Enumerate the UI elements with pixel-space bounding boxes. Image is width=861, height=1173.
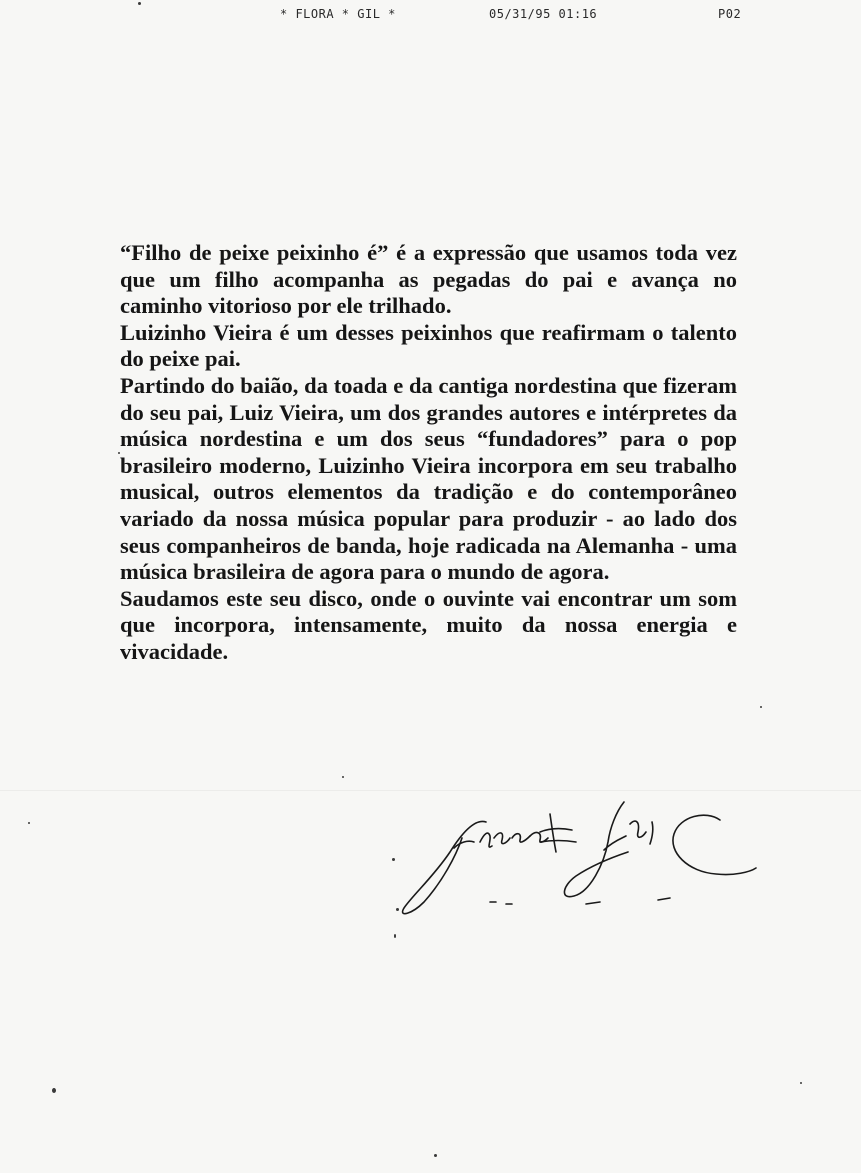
scan-speck [138,2,141,5]
scan-speck [394,934,396,938]
scan-speck [118,452,120,454]
fax-sender: * FLORA * GIL * [280,7,396,21]
fax-page-number: P02 [718,7,742,21]
letter-paragraph-3: Partindo do baião, da toada e da cantiga nordestina que fizeram do seu pai, Luiz Vieira, um dos grandes autores e intérpretes da música nordestina e um dos seus “fundadores” para o pop brasileiro moderno, Luizinho Vieira incorpora em seu trabalho musical, outros elementos da tradição e do contemporâneo variado da nossa música popular para produzir - ao lado dos seus companheiros de banda, hoje radicada na Alemanha - uma música brasileira de agora para o mundo de agora. [120,372,737,585]
scan-speck [434,1154,437,1157]
fax-datetime: 05/31/95 01:16 [489,7,598,21]
paper-fold-line [0,790,861,791]
letter-paragraph-2: Luizinho Vieira é um desses peixinhos que reafirmam o talento do peixe pai. [120,319,737,372]
letter-body [120,240,737,666]
scan-speck [342,776,344,778]
scan-speck [800,1082,802,1084]
scan-speck [52,1088,56,1093]
letter-paragraph-4: Saudamos este seu disco, onde o ouvinte vai encontrar um som que incorpora, intensamente, muito da nossa energia e vivacidade. [120,585,737,664]
letter-paragraph-1: “Filho de peixe peixinho é” é a expressão que usamos toda vez que um filho acompanha as pegadas do pai e avança no caminho vitorioso por ele trilhado. [120,240,737,319]
scan-speck [392,858,395,861]
scan-speck [760,706,762,708]
scan-speck [28,822,30,824]
scan-speck [396,908,399,911]
handwritten-signature [390,792,760,922]
fax-header [0,7,861,25]
